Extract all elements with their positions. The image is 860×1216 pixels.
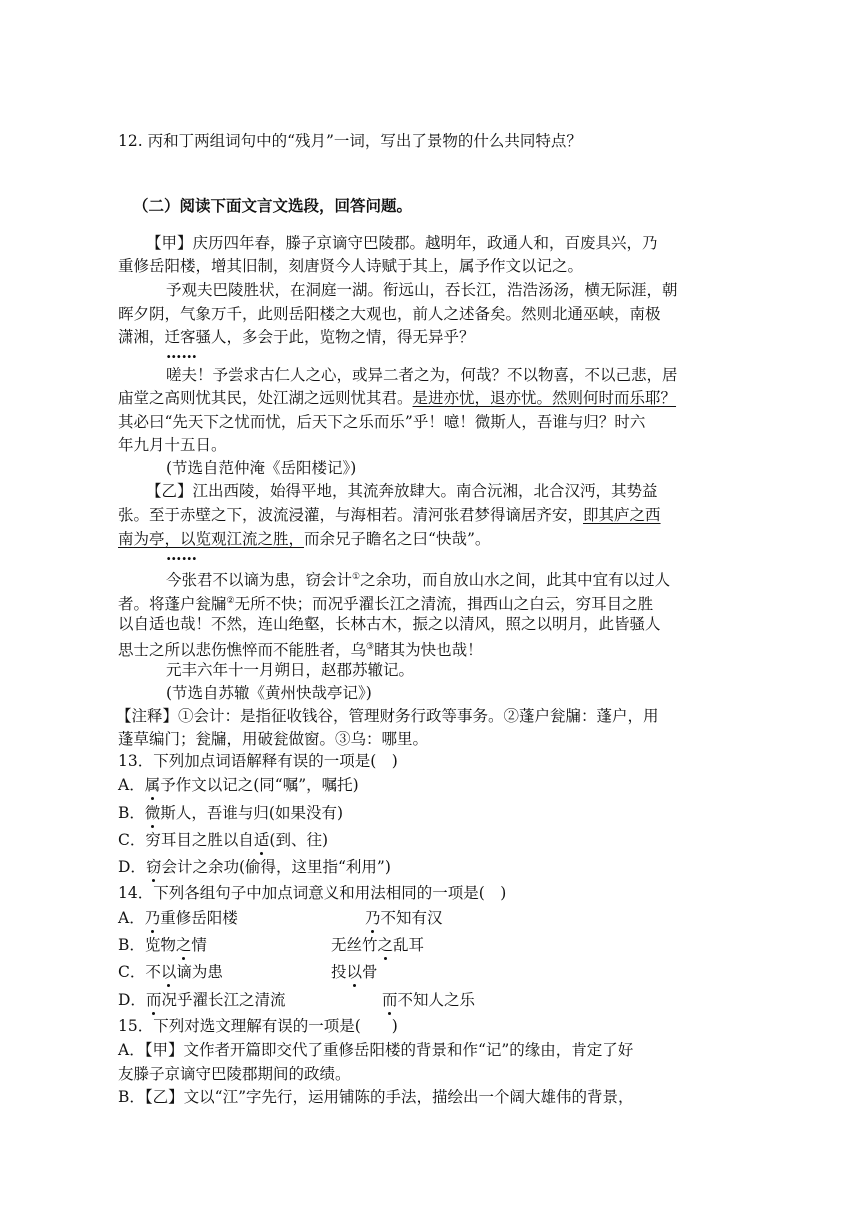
option-text: 不知有汉 <box>380 909 443 927</box>
notes-line: 【注释】①会计：是指征收钱谷，管理财务行政等事务。②蓬户瓮牖：蓬户，用 <box>116 707 659 725</box>
passage-jia-line <box>118 388 676 408</box>
underlined-sentence: 即其庐之西 <box>583 506 661 524</box>
q13-option-d <box>118 857 391 877</box>
passage-jia-line: 【甲】庆历四年春，滕子京谪守巴陵郡。越明年，政通人和，百废具兴，乃 <box>146 234 658 252</box>
option-text: 重修岳阳楼 <box>160 909 238 927</box>
note-marker: ② <box>226 596 235 606</box>
question-15-stem: 15．下列对选文理解有误的一项是( ) <box>118 1017 398 1035</box>
passage-yi-line <box>118 505 661 525</box>
option-text: 无丝竹 <box>331 936 378 954</box>
passage-text: 庙堂之高则忧其民，处江湖之远则忧其君。 <box>118 389 413 407</box>
option-text: 况乎濯长江之清流 <box>161 991 286 1009</box>
dotted-word: 以 <box>346 963 363 981</box>
dotted-word: 乃 <box>144 909 161 927</box>
question-12: 12. 丙和丁两组词句中的“残月”一词，写出了景物的什么共同特点？ <box>118 132 582 150</box>
dotted-word: 适 <box>253 831 270 849</box>
q13-option-c <box>118 830 328 850</box>
passage-text: 无所不快；而况乎濯长江之清流，揖西山之白云，穷耳目之胜 <box>234 595 654 614</box>
dotted-word: 之 <box>175 936 192 954</box>
passage-yi-line <box>166 567 670 590</box>
passage-text: 者。将蓬户瓮牖 <box>118 595 227 614</box>
option-text: 予作文以记之(同“嘱”，嘱托) <box>160 776 359 794</box>
option-text: 骨 <box>362 963 378 981</box>
passage-jia-source: (节选自范仲淹《岳阳楼记》) <box>166 459 357 477</box>
question-13-stem: 13．下列加点词语解释有误的一项是( ) <box>118 752 398 770</box>
dotted-word: 乃 <box>365 909 381 927</box>
dotted-word: 以 <box>160 963 177 981</box>
q14-option-d <box>118 990 285 1010</box>
q14-option-b <box>118 935 207 955</box>
passage-yi-line: 【乙】江出西陵，始得平地，其流奔放肆大。南合沅湘，北合汉沔，其势益 <box>146 482 658 500</box>
ellipsis: …… <box>166 545 197 564</box>
dotted-word: 之 <box>377 936 394 954</box>
passage-text: 今张君不以谪为患，窃会计 <box>166 571 353 590</box>
option-text: 谪为患 <box>176 963 223 981</box>
passage-jia-line: 其必曰“先天下之忧而忧，后天下之乐而乐”乎！噫！微斯人，吾谁与归？时六 <box>118 413 646 431</box>
passage-jia-line: 晖夕阴，气象万千，此则岳阳楼之大观也，前人之述备矣。然则北通巫峡，南极 <box>118 305 661 323</box>
q15-option-a-cont: 友滕子京谪守巴陵郡期间的政绩。 <box>118 1065 351 1083</box>
q15-option-b: B．【乙】文以“江”字先行，运用铺陈的手法，描绘出一个阔大雄伟的背景， <box>118 1088 634 1106</box>
passage-jia-line: 予观夫巴陵胜状，在洞庭一湖。衔远山，吞长江，浩浩汤汤，横无际涯，朝 <box>166 281 678 299</box>
dotted-word: 属 <box>144 776 161 794</box>
passage-yi-line <box>118 637 483 660</box>
dotted-word: 窃 <box>145 858 162 876</box>
passage-yi-line: 以自适也哉！不然，连山绝壑，长林古木，振之以清风，照之以明月，此皆骚人 <box>118 615 661 633</box>
dotted-word: 微 <box>144 804 161 822</box>
note-marker: ① <box>352 572 361 582</box>
passage-text: 思士之所以悲伤憔悴而不能胜者，乌 <box>118 641 367 660</box>
q14-option-c <box>118 962 223 982</box>
q14-option-c-pair <box>331 962 378 982</box>
dotted-word: 而 <box>145 991 162 1009</box>
option-text: 不知人之乐 <box>397 991 476 1009</box>
passage-jia-line: 嗟夫！予尝求古仁人之心，或异二者之为，何哉？不以物喜，不以己悲，居 <box>166 366 678 384</box>
option-text: 情 <box>191 936 207 954</box>
passage-text: 张。至于赤壁之下，波流浸灌，与海相若。清河张君梦得谪居齐安， <box>118 506 584 524</box>
option-text: 投 <box>331 963 347 981</box>
passage-text: 睹其为快也哉！ <box>374 641 483 660</box>
option-letter: D． <box>118 991 146 1009</box>
question-14-stem: 14．下列各组句子中加点词意义和用法相同的一项是( ) <box>118 884 507 902</box>
passage-text: 之余功，而自放山水之间，此其中宜有以过人 <box>360 571 671 590</box>
passage-yi-line <box>118 591 653 614</box>
option-text: (到、往) <box>269 831 328 849</box>
passage-yi-source: (节选自苏辙《黄州快哉亭记》) <box>166 684 372 702</box>
q14-option-a <box>118 908 238 928</box>
q13-option-b <box>118 803 343 823</box>
passage-yi-date: 元丰六年十一月朔日，赵郡苏辙记。 <box>166 661 415 679</box>
ellipsis: …… <box>166 343 197 362</box>
q14-option-b-pair <box>331 935 424 955</box>
section-title: （二）阅读下面文言文选段，回答问题。 <box>133 196 413 215</box>
option-text: 乱耳 <box>393 936 425 954</box>
note-marker: ③ <box>366 642 375 652</box>
option-text: C．不 <box>118 963 161 981</box>
q14-option-a-pair <box>365 908 443 928</box>
option-text: C．穷耳目之胜以自 <box>118 831 254 849</box>
option-letter: D． <box>118 858 146 876</box>
underlined-sentence: 是进亦忧，退亦忧。然则何时而乐耶？ <box>412 389 677 407</box>
passage-jia-line: 年九月十五日。 <box>118 436 227 454</box>
dotted-word: 而 <box>382 991 398 1009</box>
passage-text: 而余兄子瞻名之曰“快哉”。 <box>304 530 491 548</box>
underlined-sentence: 南为亭，以览观江流之胜， <box>118 530 305 548</box>
option-text: 斯人，吾谁与归(如果没有) <box>160 804 344 822</box>
passage-jia-line: 潇湘，迁客骚人，多会于此，览物之情，得无异乎？ <box>118 328 475 346</box>
q13-option-a <box>118 775 359 795</box>
option-text: B．览物 <box>118 936 176 954</box>
option-letter: A． <box>118 909 145 927</box>
notes-line: 蓬草编门；瓮牖，用破瓮做窗。③乌：哪里。 <box>118 730 429 748</box>
option-letter: A． <box>118 776 145 794</box>
passage-jia-line: 重修岳阳楼，增其旧制，刻唐贤今人诗赋于其上，属予作文以记之。 <box>118 257 584 275</box>
q15-option-a: A．【甲】文作者开篇即交代了重修岳阳楼的背景和作“记”的缘由，肯定了好 <box>118 1041 634 1059</box>
q14-option-d-pair <box>382 990 475 1010</box>
option-text: 会计之余功(偷得，这里指“利用”) <box>161 858 391 876</box>
option-letter: B． <box>118 804 145 822</box>
